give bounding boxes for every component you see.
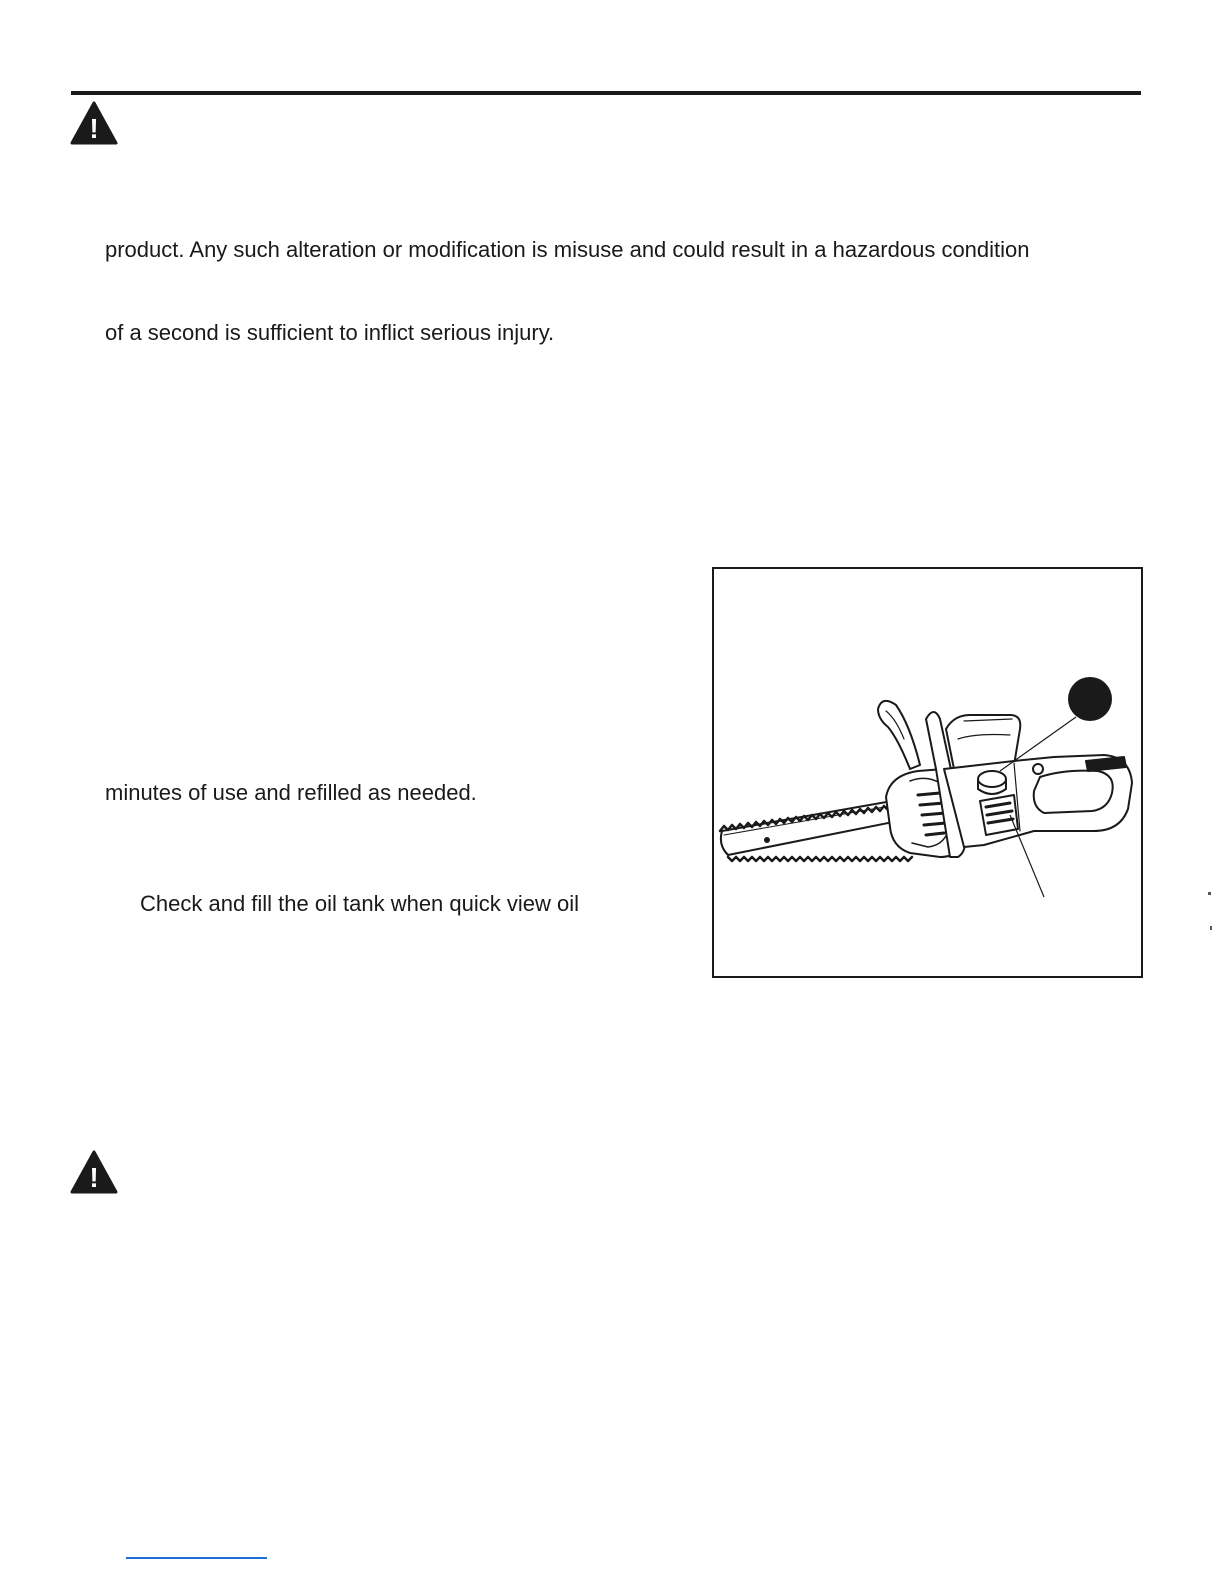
scan-mark: [1208, 892, 1211, 895]
svg-text:!: !: [89, 113, 99, 144]
callout-marker: [1068, 677, 1112, 721]
check-oil-instruction-text: Check and fill the oil tank when quick view oil: [140, 891, 580, 916]
chainsaw-figure: [712, 567, 1143, 978]
alteration-warning-text: product. Any such alteration or modification is misuse and could result in a hazardous condition: [105, 237, 1030, 262]
warning-triangle-icon: [70, 101, 118, 145]
warning-triangle-icon: [70, 1150, 118, 1194]
scan-mark: [1210, 926, 1212, 930]
svg-text:!: !: [89, 1162, 99, 1193]
footer-link-underline[interactable]: [126, 1557, 267, 1559]
refill-instruction-text: minutes of use and refilled as needed.: [105, 780, 477, 805]
header-rule: [71, 91, 1141, 95]
chainsaw-oil-tank-illustration: [714, 569, 1141, 976]
injury-warning-text: of a second is sufficient to inflict serious injury.: [105, 320, 555, 345]
